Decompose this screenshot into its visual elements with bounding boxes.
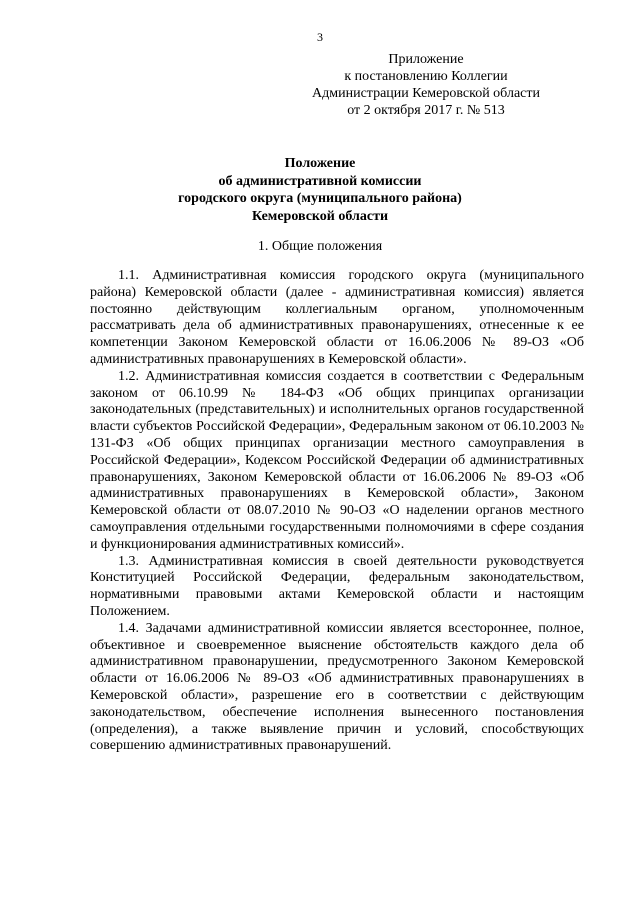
title-line: городского округа (муниципального района) — [178, 191, 462, 206]
page-number: 3 — [317, 30, 323, 44]
appendix-line: от 2 октября 2017 г. № 513 — [347, 103, 505, 118]
section-heading: 1. Общие положения — [257, 239, 383, 254]
appendix-line: Приложение — [388, 52, 464, 67]
appendix-line: Администрации Кемеровской области — [312, 86, 540, 101]
document-body — [90, 268, 584, 755]
appendix-line: к постановлению Коллегии — [344, 69, 508, 84]
title-line: Положение — [284, 156, 356, 171]
title-line: об административной комиссии — [218, 173, 422, 189]
document-title — [0, 155, 640, 225]
appendix-block — [276, 51, 576, 119]
paragraph-1-2: 1.2. Административная комиссия создается в соответствии с Федеральным законом от 06.10.99 № 184-ФЗ «Об общих принципах организации законодательных (представительных) и исполнительных органов государственной власти субъектов Российской Федерации», Федеральным законом от 06.10.2003 № 131-ФЗ «Об общих принципах организации местного самоуправления в Российской Федерации», Кодексом Российской Федерации об административных правонарушениях, Законом Кемеровской области от 16.06.2006 № 89-ОЗ «Об административных правонарушениях в Кемеровской области», Законом Кемеровской области от 08.07.2010 № 90-ОЗ «О наделении органов местного самоуправления отдельными государственными полномочиями в сфере создания и функционирования административных комиссий». — [90, 368, 584, 552]
paragraph-1-4: 1.4. Задачами административной комиссии является всестороннее, полное, объективное и своевременное выяснение обстоятельств каждого дела об административном правонарушении, предусмотренного Законом Кемеровской области от 16.06.2006 № 89-ОЗ «Об административных правонарушениях в Кемеровской области», разрешение его в соответствии с действующим законодательством, обеспечение исполнения вынесенного постановления (определения), а также выявление причин и условий, способствующих совершению административных правонарушений. — [90, 620, 584, 754]
paragraph-1-1: 1.1. Административная комиссия городского округа (муниципального района) Кемеровской области (далее - административная комиссия) является постоянно действующим коллегиальным органом, уполномоченным рассматривать дела об административных правонарушениях, отнесенные к ее компетенции Законом Кемеровской области от 16.06.2006 № 89-ОЗ «Об административных правонарушениях в Кемеровской области». — [90, 268, 584, 367]
paragraph-1-3: 1.3. Административная комиссия в своей деятельности руководствуется Конституцией Российской Федерации, федеральным законодательством, нормативными правовыми актами Кемеровской области и настоящим Положением. — [90, 553, 584, 619]
title-line: Кемеровской области — [251, 208, 389, 224]
